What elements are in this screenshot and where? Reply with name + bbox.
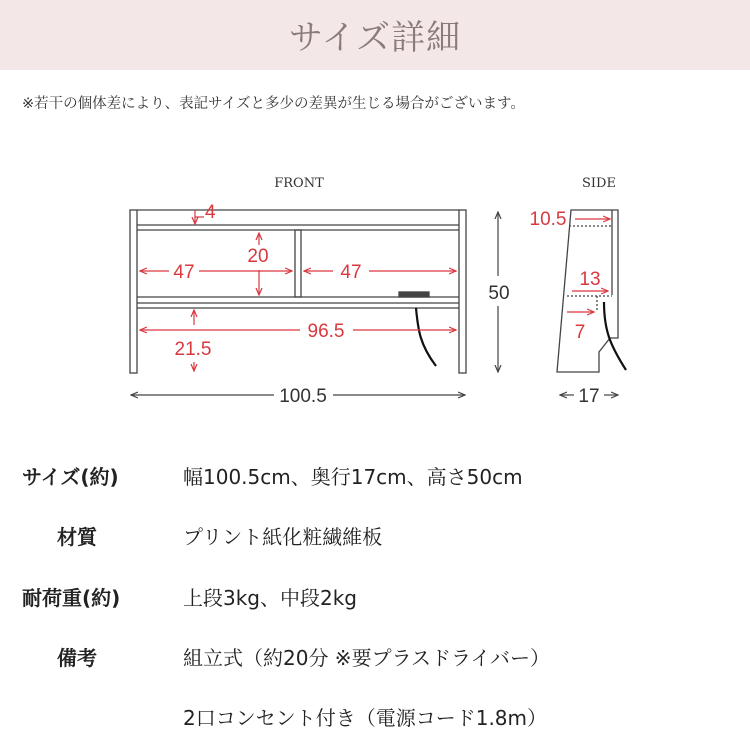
front-power-cord [416, 308, 436, 366]
spec-value-material: プリント紙化粧繊維板 [183, 525, 383, 549]
front-right-leg [459, 210, 466, 373]
dim-left-width: 47 [173, 262, 195, 283]
side-dimensions [567, 219, 610, 312]
spec-label-notes: 備考 [57, 646, 97, 670]
dim-low-depth: 7 [574, 322, 586, 343]
spec-label-load: 耐荷重(約) [22, 586, 121, 610]
front-label: FRONT [274, 176, 324, 191]
dim-top-depth: 10.5 [529, 209, 567, 230]
dim-mid-depth: 13 [579, 269, 601, 290]
dim-total-depth: 17 [578, 386, 600, 407]
page-title: サイズ詳細 [288, 18, 462, 58]
spec-label-material: 材質 [57, 525, 97, 549]
dim-lower-height: 21.5 [174, 339, 212, 360]
dim-shelf-gap: 20 [247, 246, 269, 267]
side-power-cord [604, 302, 626, 370]
outlet [399, 292, 429, 297]
front-divider [295, 230, 301, 297]
spec-label-size: サイズ(約) [22, 465, 119, 489]
dim-right-width: 47 [340, 262, 362, 283]
dim-total-width: 100.5 [279, 386, 327, 407]
spec-value-size: 幅100.5cm、奥行17cm、高さ50cm [183, 465, 523, 489]
spec-value-load: 上段3kg、中段2kg [183, 586, 358, 610]
dim-top-thickness: 4 [205, 202, 216, 223]
spec-value-notes: 組立式（約20分 ※要プラスドライバー） [183, 646, 550, 670]
front-left-leg [130, 210, 137, 373]
disclaimer-note: ※若干の個体差により、表記サイズと多少の差異が生じる場合がございます。 [22, 96, 525, 112]
dim-inner-width: 96.5 [307, 321, 345, 342]
side-label: SIDE [582, 176, 616, 191]
dim-total-height: 50 [488, 283, 510, 304]
spec-value-outlet: 2口コンセント付き（電源コード1.8m） [183, 706, 548, 730]
front-dimension-labels [173, 202, 361, 360]
